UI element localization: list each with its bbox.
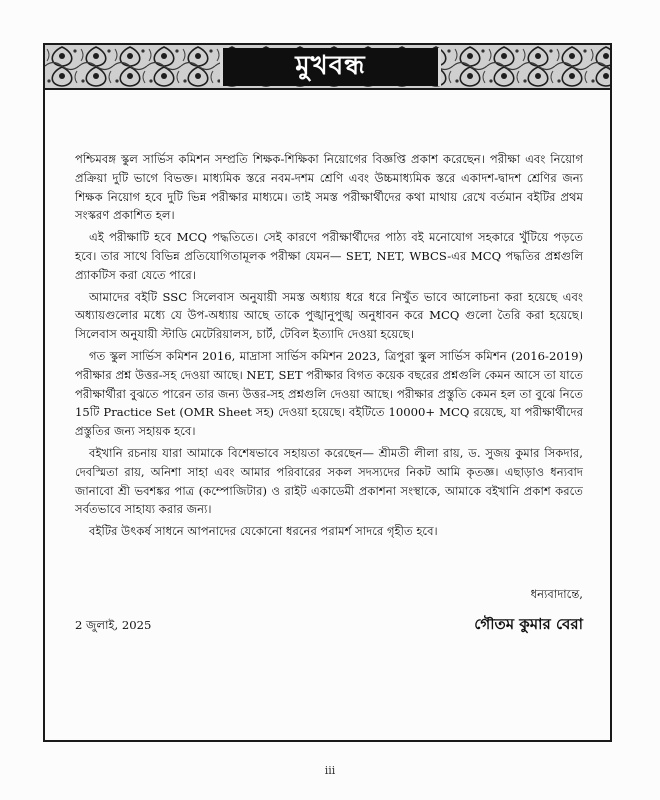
date: 2 জুলাই, 2025 — [75, 618, 152, 632]
author-signature: গৌতম কুমার বেরা — [474, 615, 583, 633]
paragraph-1: পশ্চিমবঙ্গ স্কুল সার্ভিস কমিশন সম্প্রতি শিক্ষক-শিক্ষিকা নিয়োগের বিজ্ঞপ্তি প্রকাশ করেছেন। পরীক্ষা এবং নিয়োগ প্রক্রিয়া দুটি ভাগে বিভক্ত। মাধ্যমিক স্তরে নবম-দশম শ্রেণি এবং উচ্চমাধ্যমিক স্তরে একাদশ-দ্বাদশ শ্রেণির জন্য শিক্ষক নিয়োগ হবে দুটি ভিন্ন পরীক্ষার মাধ্যমে। তাই সমস্ত পরীক্ষার্থীদের কথা মাথায় রেখে বর্তমান বইটির প্রথম সংস্করণ প্রকাশিত হল। — [75, 152, 583, 223]
page-number: iii — [324, 764, 336, 777]
page-frame — [43, 43, 612, 742]
paragraph-3: আমাদের বইটি SSC সিলেবাস অনুযায়ী সমস্ত অধ্যায় ধরে ধরে নিখুঁত ভাবে আলোচনা করা হয়েছে এবং অধ্যায়গুলোর মধ্যে যে উপ-অধ্যায় আছে তাকে পুঙ্খানুপুঙ্খ অনুধাবন করে MCQ গুলো তৈরি করা হয়েছে। সিলেবাস অনুযায়ী স্টাডি মেটেরিয়ালস, চার্ট, টেবিল ইত্যাদি দেওয়া হয়েছে। — [75, 289, 583, 342]
header-banner — [45, 45, 610, 90]
paragraph-5: বইখানি রচনায় যারা আমাকে বিশেষভাবে সহায়তা করেছেন— শ্রীমতী লীলা রায়, ড. সুজয় কুমার সিকদার, দেবস্মিতা রায়, অনিশা সাহা এবং আমার পরিবারের সকল সদস্যদের নিকট আমি কৃতজ্ঞ। এছাড়াও ধন্যবাদ জানাবো শ্রী ভবশঙ্কর পাত্র (কম্পোজিটার) ও রাইট একাডেমী প্রকাশনা সংস্থাকে, আমাকে বইখানি প্রকাশ করতে সর্বতভাবে সাহায্য করার জন্য। — [75, 445, 583, 517]
paragraph-6: বইটির উৎকর্ষ সাধনে আপনাদের যেকোনো ধরনের পরামর্শ সাদরে গৃহীত হবে। — [89, 524, 438, 539]
paragraph-4: গত স্কুল সার্ভিস কমিশন 2016, মাদ্রাসা সার্ভিস কমিশন 2023, ত্রিপুরা স্কুল সার্ভিস কমিশন (2016-2019) পরীক্ষার প্রশ্ন উত্তর-সহ দেওয়া আছে। NET, SET পরীক্ষার বিগত কয়েক বছরের প্রশ্নগুলি কেমন আসে তা যাতে পরীক্ষার্থীরা বুঝতে পারেন তার জন্য উত্তর-সহ প্রশ্নগুলি দেওয়া আছে। পরীক্ষার প্রস্তুতি কেমন হল তা বুঝে নিতে 15টি Practice Set (OMR Sheet সহ) দেওয়া হয়েছে। বইটিতে 10000+ MCQ রয়েছে, যা পরীক্ষার্থীদের প্রস্তুতির জন্য সহায়ক হবে। — [75, 348, 583, 439]
title-box — [220, 48, 441, 86]
closing-thanks: ধন্যবাদান্তে, — [530, 587, 583, 601]
preface-body — [75, 150, 583, 544]
page-title: মুখবন্ধ — [295, 51, 366, 81]
paragraph-2: এই পরীক্ষাটি হবে MCQ পদ্ধতিতে। সেই কারণে পরীক্ষার্থীদের পাঠ্য বই মনোযোগ সহকারে খুঁটিয়ে পড়তে হবে। তার সাথে বিভিন্ন প্রতিযোগিতামূলক পরীক্ষা যেমন— SET, NET, WBCS-এর MCQ পদ্ধতির প্রশ্নগুলি প্র্যাকটিস করা যেতে পারে। — [75, 230, 583, 282]
